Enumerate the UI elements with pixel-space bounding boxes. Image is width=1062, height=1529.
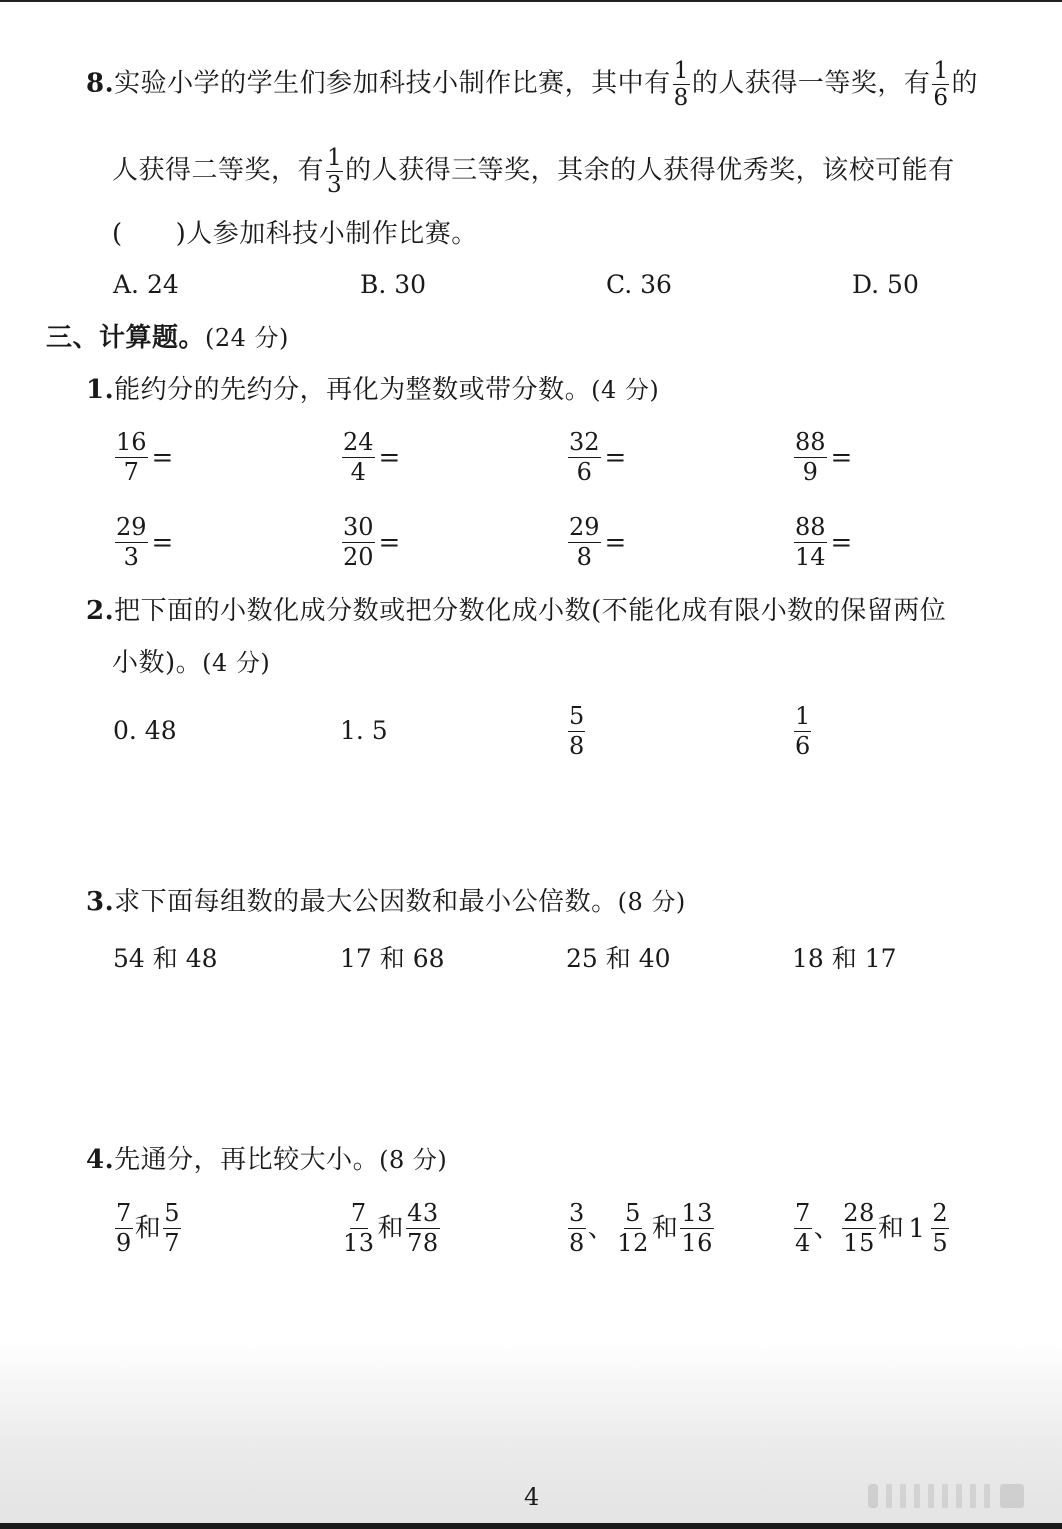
page-number: 4: [524, 1483, 540, 1511]
p2-fraction-5-8: $\frac{5}{8}$: [569, 702, 585, 760]
p1-item-29-3: $\frac{29}{3}$ =: [116, 513, 174, 571]
top-border: [0, 0, 1062, 2]
bottom-border: [0, 1523, 1062, 1529]
p1-item-16-7: $\frac{16}{7}$ =: [116, 428, 174, 486]
problem-3-heading: 3.求下面每组数的最大公因数和最小公倍数。(8 分): [86, 887, 686, 917]
p2-decimal-1-5: 1. 5: [340, 716, 388, 745]
section-3-title: 三、计算题。: [46, 323, 206, 353]
problem-2-heading: 2.把下面的小数化成分数或把分数化成小数(不能化成有限小数的保留两位: [86, 596, 947, 626]
option-c[interactable]: C. 36: [606, 270, 672, 299]
p1-item-32-6: $\frac{32}{6}$ =: [569, 428, 627, 486]
problem-2-heading-line-2: 小数)。(4 分): [112, 648, 271, 678]
p3-pair-17-68: 17 和 68: [340, 944, 445, 973]
p4-group-3: $\frac{3}{8}$ 、 $\frac{5}{12}$ 和 $\frac{13}{16}$: [569, 1199, 713, 1257]
problem-4-heading: 4.先通分，再比较大小。(8 分): [86, 1145, 448, 1175]
p2-decimal-0-48: 0. 48: [113, 716, 177, 745]
fraction-1-3: $\frac{1}{3}$: [327, 145, 343, 198]
question-8-line-1: 8.实验小学的学生们参加科技小制作比赛，其中有 $\frac{1}{8}$ 的人获得一等奖，有 $\frac{1}{6}$ 的: [86, 58, 978, 111]
fraction-1-6: $\frac{1}{6}$: [933, 58, 949, 111]
p3-pair-18-17: 18 和 17: [792, 944, 897, 973]
p3-pair-25-40: 25 和 40: [566, 944, 671, 973]
question-8-line-3: ( )人参加科技小制作比赛。: [112, 219, 478, 249]
p1-item-24-4: $\frac{24}{4}$ =: [343, 428, 401, 486]
section-3-score: (24 分): [205, 324, 289, 352]
p4-group-4: $\frac{7}{4}$ 、 $\frac{28}{15}$ 和 1 $\frac{2}{5}$: [795, 1199, 949, 1257]
problem-1-heading: 1.能约分的先约分，再化为整数或带分数。(4 分): [86, 375, 660, 405]
p4-group-1: $\frac{7}{9}$ 和 $\frac{5}{7}$: [116, 1199, 181, 1257]
p1-item-88-14: $\frac{88}{14}$ =: [795, 513, 853, 571]
question-8-number: 8.: [86, 68, 115, 99]
fraction-1-8: $\frac{1}{8}$: [673, 58, 689, 111]
option-a[interactable]: A. 24: [113, 270, 179, 299]
p1-item-88-9: $\frac{88}{9}$ =: [795, 428, 853, 486]
p1-item-29-8: $\frac{29}{8}$ =: [569, 513, 627, 571]
p2-fraction-1-6: $\frac{1}{6}$: [795, 702, 811, 760]
watermark-logo: [860, 1478, 1040, 1514]
option-b[interactable]: B. 30: [360, 270, 427, 299]
p1-item-30-20: $\frac{30}{20}$ =: [343, 513, 401, 571]
p4-group-2: $\frac{7}{13}$ 和 $\frac{43}{78}$: [343, 1199, 439, 1257]
section-3-heading: [46, 322, 289, 354]
p3-pair-54-48: 54 和 48: [113, 944, 218, 973]
option-d[interactable]: D. 50: [852, 270, 919, 299]
question-8-line-2: 人获得二等奖，有 $\frac{1}{3}$ 的人获得三等奖，其余的人获得优秀奖，该校可能有: [112, 145, 955, 198]
